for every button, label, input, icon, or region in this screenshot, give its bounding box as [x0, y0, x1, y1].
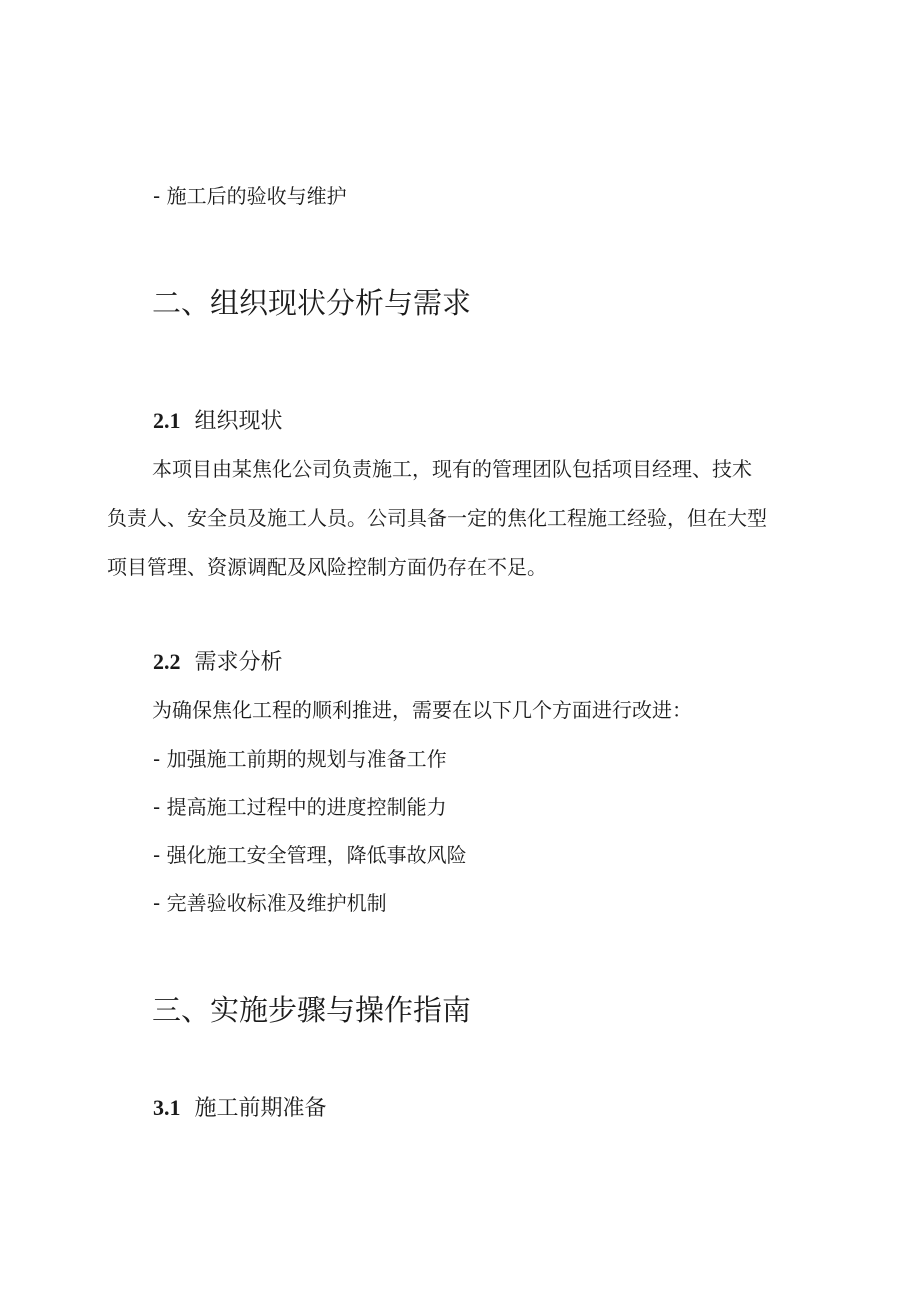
- paragraph-line: 为确保焦化工程的顺利推进，需要在以下几个方面进行改进：: [152, 698, 692, 722]
- subsection-title: 组织现状: [194, 409, 283, 434]
- paragraph-line: 负责人、安全员及施工人员。公司具备一定的焦化工程施工经验，但在大型: [107, 506, 767, 530]
- subsection-number: 2.1: [153, 408, 181, 433]
- section-heading: 二、组织现状分析与需求: [152, 286, 472, 320]
- subsection-heading: [153, 410, 283, 433]
- subsection-title: 施工前期准备: [194, 1096, 327, 1121]
- list-item: - 完善验收标准及维护机制: [153, 891, 387, 915]
- subsection-number: 2.2: [153, 649, 181, 674]
- list-item: - 加强施工前期的规划与准备工作: [153, 747, 447, 771]
- paragraph-line: 本项目由某焦化公司负责施工，现有的管理团队包括项目经理、技术: [152, 457, 752, 481]
- subsection-heading: [153, 1097, 327, 1120]
- section-heading: 三、实施步骤与操作指南: [152, 993, 472, 1027]
- list-item: - 提高施工过程中的进度控制能力: [153, 795, 447, 819]
- list-item: - 施工后的验收与维护: [153, 184, 347, 208]
- list-item: - 强化施工安全管理，降低事故风险: [153, 843, 467, 867]
- paragraph-line: 项目管理、资源调配及风险控制方面仍存在不足。: [107, 555, 547, 579]
- subsection-number: 3.1: [153, 1095, 181, 1120]
- subsection-heading: [153, 651, 283, 674]
- subsection-title: 需求分析: [194, 650, 283, 675]
